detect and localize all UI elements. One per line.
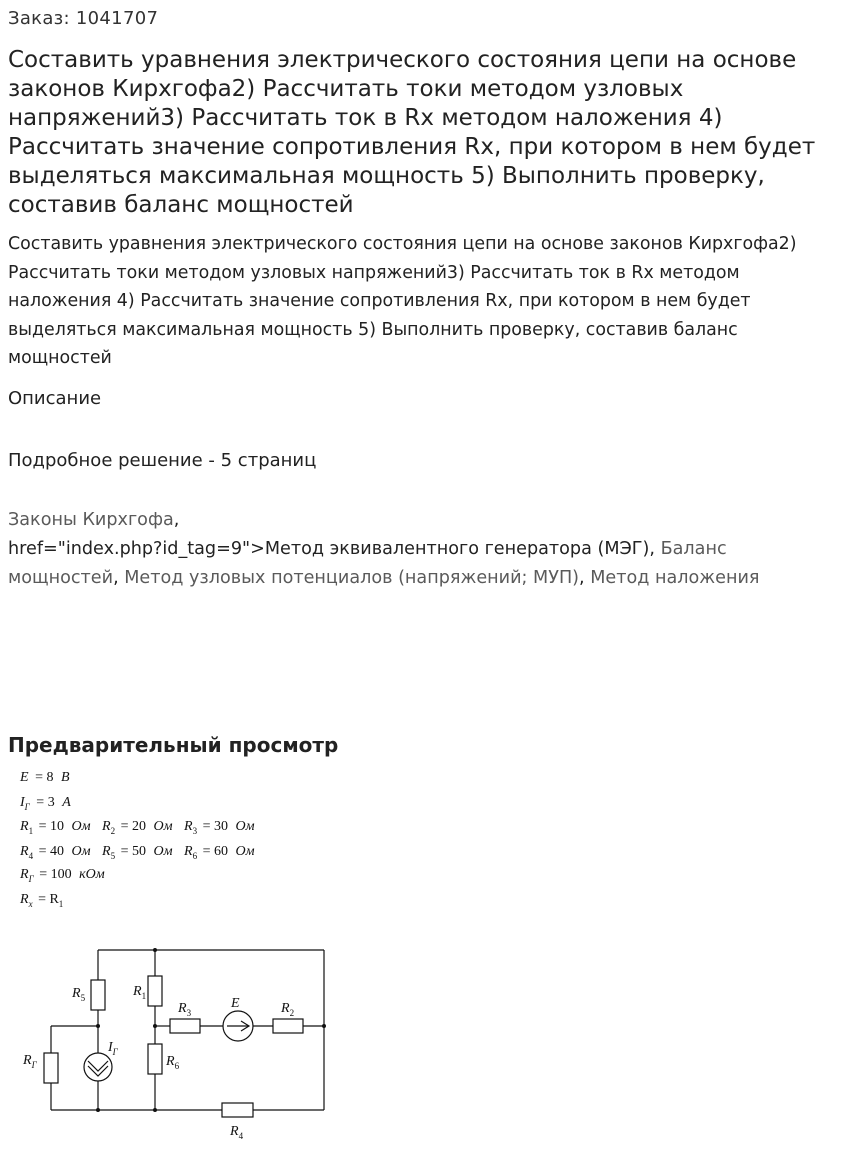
given-r4-r6: $R_4$ = 40 Ом $R_5$ = 50 Ом $R_6$ = 60 Ом bbox=[20, 844, 255, 861]
tag-separator: , bbox=[649, 539, 655, 559]
tag-link-nodal-method[interactable]: Метод узловых потенциалов (напряжений; МУП) bbox=[124, 568, 580, 588]
description-label: Описание bbox=[8, 388, 102, 409]
junction-dot bbox=[96, 1024, 100, 1028]
tag-list bbox=[8, 506, 842, 593]
order-number: Заказ: 1041707 bbox=[8, 8, 159, 29]
label-ig: $I_Г$ bbox=[108, 1040, 118, 1057]
given-e: E = 8 В bbox=[20, 770, 70, 785]
junction-dots bbox=[96, 948, 326, 1112]
given-rg: $R_Г$ = 100 кОм bbox=[20, 867, 105, 884]
resistor-r4 bbox=[222, 1103, 253, 1117]
label-r5: $R_5$ bbox=[72, 986, 86, 1003]
tag-separator: , bbox=[579, 568, 585, 588]
preview-heading: Предварительный просмотр bbox=[8, 733, 339, 757]
resistor-r6 bbox=[148, 1044, 162, 1074]
given-ig: $I_Г$ = 3 А bbox=[20, 795, 71, 812]
label-r3: $R_3$ bbox=[178, 1001, 192, 1018]
junction-dot bbox=[96, 1108, 100, 1112]
page-title: Составить уравнения электрического состояния цепи на основе законов Кирхгофа2) Рассчитать токи методом узловых напряжений3) Рассчитать ток в Rx методом наложения 4) Рассчитать значение сопротивления Rx, при котором в нем будет выделяться максимальная мощность 5) Выполнить проверку, составив баланс мощностей bbox=[8, 47, 816, 218]
junction-dot bbox=[153, 948, 157, 952]
label-r6: $R_6$ bbox=[166, 1054, 180, 1071]
resistor-r3 bbox=[170, 1019, 200, 1033]
givens-block bbox=[19, 770, 255, 911]
junction-dot bbox=[322, 1024, 326, 1028]
tag-separator: , bbox=[173, 510, 180, 530]
junction-dot bbox=[153, 1024, 157, 1028]
label-r2: $R_2$ bbox=[281, 1001, 295, 1018]
resistor-r2 bbox=[273, 1019, 303, 1033]
solution-info: Подробное решение - 5 страниц bbox=[8, 450, 317, 471]
label-rg: $R_Г$ bbox=[23, 1053, 37, 1070]
tag-raw-text: href="index.php?id_tag=9">Метод эквивалентного генератора (МЭГ) bbox=[8, 539, 650, 559]
label-r4: $R_4$ bbox=[230, 1124, 244, 1141]
given-rx: $R_x$ = $R_1$ bbox=[20, 892, 64, 909]
tag-separator: , bbox=[113, 568, 119, 588]
tag-link-superposition[interactable]: Метод наложения bbox=[590, 568, 760, 588]
label-r1: $R_1$ bbox=[133, 984, 147, 1001]
tag-link-kirchhoff[interactable]: Законы Кирхгофа bbox=[8, 510, 174, 530]
tag-link-power-balance[interactable]: Баланс мощностей bbox=[8, 539, 727, 588]
task-description: Составить уравнения электрического состояния цепи на основе законов Кирхгофа2) Рассчитать токи методом узловых напряжений3) Рассчитать ток в Rx методом наложения 4) Рассчитать значение сопротивления Rx, при котором в нем будет выделяться максимальная мощность 5) Выполнить проверку, составив баланс мощностей bbox=[8, 234, 797, 369]
junction-dot bbox=[153, 1108, 157, 1112]
preview-image bbox=[8, 762, 348, 1152]
given-r1-r3: $R_1$ = 10 Ом $R_2$ = 20 Ом $R_3$ = 30 Ом bbox=[20, 819, 255, 836]
circuit-diagram bbox=[44, 950, 324, 1117]
label-e: E bbox=[231, 996, 240, 1011]
resistor-r5 bbox=[91, 980, 105, 1010]
resistor-rg bbox=[44, 1053, 58, 1083]
resistor-r1 bbox=[148, 976, 162, 1006]
